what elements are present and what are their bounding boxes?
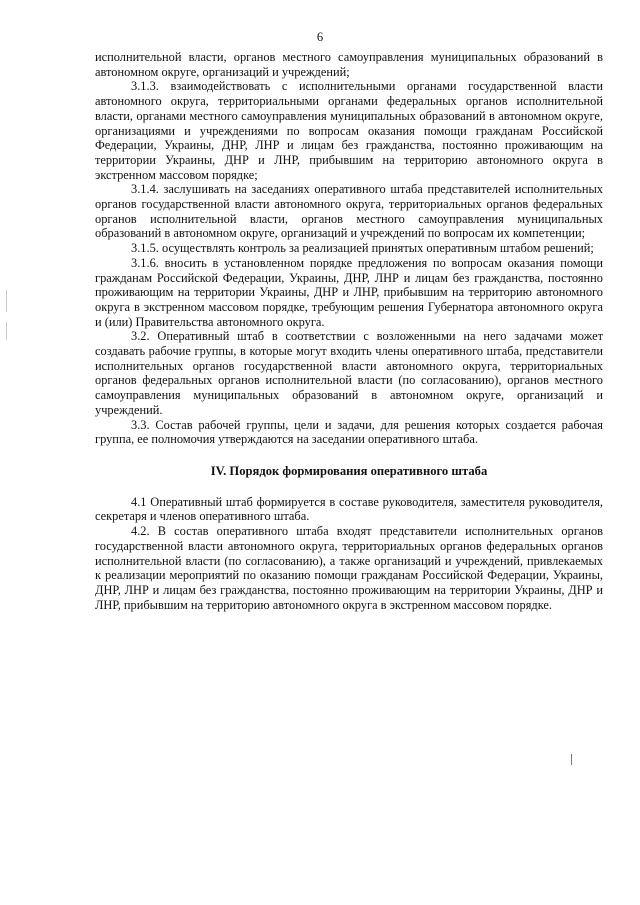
paragraph-3-1-5: 3.1.5. осуществлять контроль за реализацией принятых оперативным штабом решений; — [131, 241, 594, 256]
paragraph-3-1-3: 3.1.3. взаимодействовать с исполнительными органами государственной власти автономного округа, территориальными органами федеральных органов исполнительной власти, органами местного самоуправления муниципальных образований в автономном округе, организациями и учреждениями по вопросам оказания помощи гражданам Российской Федерации, Украины, ДНР, ЛНР и лицам без гражданства, постоянно проживающим на территории Украины, ДНР и ЛНР, прибывшим на территорию автономного округа в экстренном массовом порядке; — [95, 79, 603, 182]
page-number: 6 — [316, 30, 324, 44]
paragraph-4-1: 4.1 Оперативный штаб формируется в составе руководителя, заместителя руководителя, секретаря и членов оперативного штаба. — [95, 494, 603, 524]
scan-mark — [571, 754, 572, 765]
scan-margin-mark — [6, 322, 7, 340]
paragraph-4-2: 4.2. В состав оперативного штаба входят представители исполнительных органов государственной власти автономного округа, территориальных органов федеральных органов исполнительной власти (по согласованию), а также организаций и учреждений, привлекаемых к реализации мероприятий по оказанию помощи гражданам Российской Федерации, Украины, ДНР, ЛНР и лицам без гражданства, постоянно проживающим на территории Украины, ДНР и ЛНР, прибывшим на территорию автономного округа в экстренном массовом порядке. — [95, 524, 603, 612]
paragraph-3-2: 3.2. Оперативный штаб в соответствии с возложенными на него задачами может создавать рабочие группы, в которые могут входить члены оперативного штаба, представители исполнительных органов государственной власти автономного округа, территориальных органов федеральных органов исполнительной власти (по согласованию), органов местного самоуправления муниципальных образований в автономном округе, организаций и учреждений. — [95, 329, 603, 417]
scan-margin-mark — [6, 290, 7, 312]
paragraph-3-1-4: 3.1.4. заслушивать на заседаниях оперативного штаба представителей исполнительных органов государственной власти автономного округа, территориальных органов федеральных органов исполнительной власти, органов местного самоуправления муниципальных образований в автономном округе, организаций и учреждений по вопросам их компетенции; — [95, 182, 603, 241]
paragraph: исполнительной власти, органов местного самоуправления муниципальных образований в автономном округе, организаций и учреждений; — [95, 50, 603, 79]
document-body — [95, 50, 603, 612]
section-heading: IV. Порядок формирования оперативного штаба — [210, 463, 488, 478]
paragraph-3-1-6: 3.1.6. вносить в установленном порядке предложения по вопросам оказания помощи гражданам Российской Федерации, Украины, ДНР, ЛНР и лицам без гражданства, постоянно проживающим на территории Украины, ДНР и ЛНР, прибывшим на территорию автономного округа в экстренном массовом порядке, требующим решения Губернатора автономного округа и (или) Правительства автономного округа. — [95, 255, 603, 329]
paragraph-3-3: 3.3. Состав рабочей группы, цели и задачи, для решения которых создается рабочая группа, ее полномочия утверждаются на заседании оперативного штаба. — [95, 417, 603, 447]
